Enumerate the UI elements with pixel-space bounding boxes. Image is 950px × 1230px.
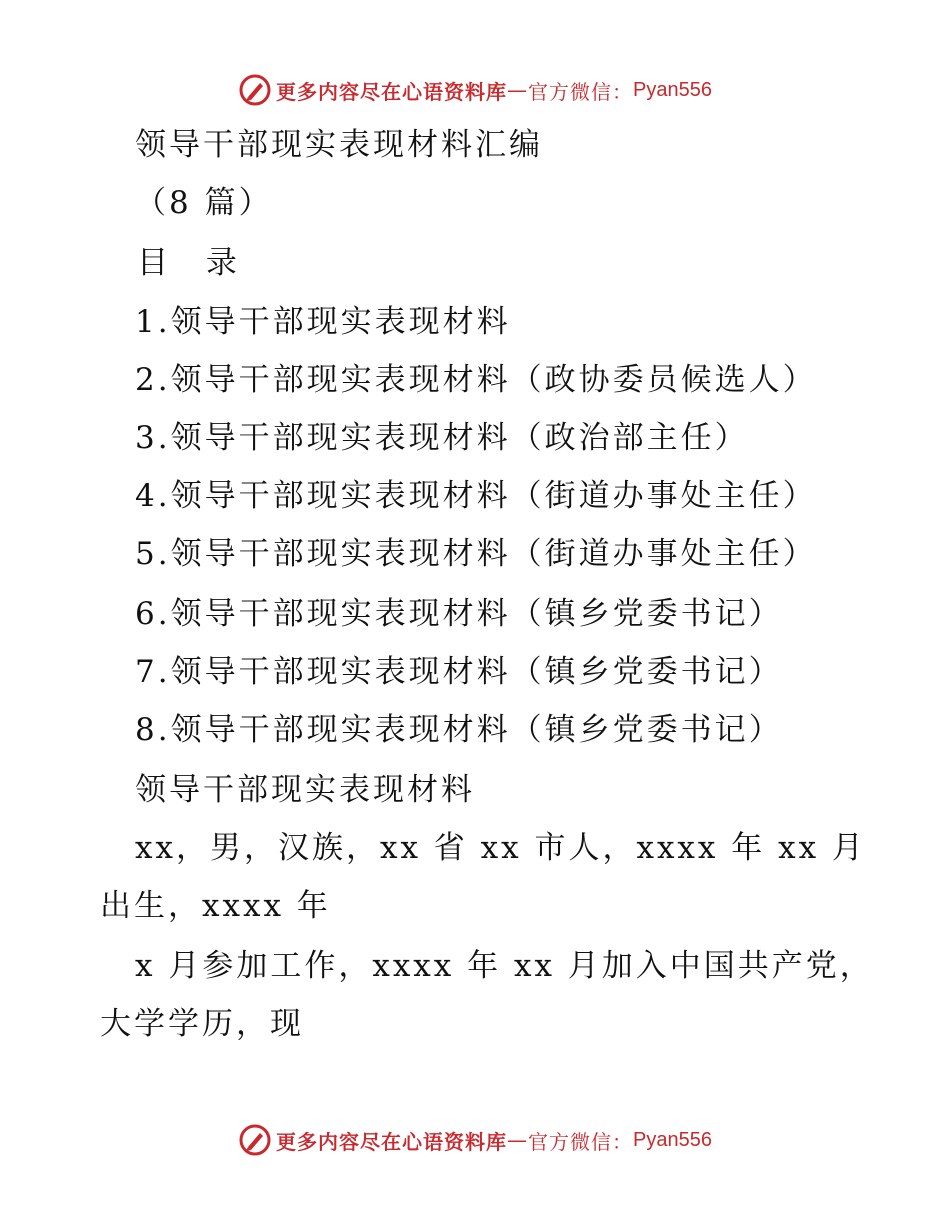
- toc-item: 6.领导干部现实表现材料（镇乡党委书记）: [135, 596, 783, 632]
- banner-wechat-id: Pyan556: [633, 1128, 712, 1151]
- document-subtitle: （8 篇）: [135, 185, 273, 221]
- body-line: 出生，xxxx 年: [100, 888, 331, 924]
- pen-logo-icon: [238, 73, 272, 107]
- banner-wechat-id: Pyan556: [633, 78, 712, 101]
- body-line: 大学学历，现: [100, 1006, 304, 1042]
- pen-logo-icon: [238, 1123, 272, 1157]
- banner-main-text: 更多内容尽在心语资料库: [276, 79, 508, 104]
- banner-wechat-label: 官方微信：: [528, 1129, 634, 1154]
- banner-dash: —: [507, 1128, 529, 1152]
- document-title: 领导干部现实表现材料汇编: [135, 127, 543, 163]
- toc-item: 7.领导干部现实表现材料（镇乡党委书记）: [135, 654, 783, 690]
- banner-wechat-label: 官方微信：: [528, 79, 634, 104]
- section-title: 领导干部现实表现材料: [135, 772, 475, 808]
- toc-item: 1.领导干部现实表现材料: [135, 304, 511, 340]
- banner-dash: —: [507, 78, 529, 102]
- toc-item: 3.领导干部现实表现材料（政治部主任）: [135, 420, 749, 456]
- header-watermark: [0, 70, 950, 110]
- footer-watermark: [0, 1120, 950, 1160]
- body-line: xx，男，汉族，xx 省 xx 市人，xxxx 年 xx 月: [135, 830, 866, 866]
- toc-item: 8.领导干部现实表现材料（镇乡党委书记）: [135, 712, 783, 748]
- toc-item: 5.领导干部现实表现材料（街道办事处主任）: [135, 536, 817, 572]
- toc-item: 4.领导干部现实表现材料（街道办事处主任）: [135, 478, 817, 514]
- toc-item: 2.领导干部现实表现材料（政协委员候选人）: [135, 362, 817, 398]
- body-line: x 月参加工作，xxxx 年 xx 月加入中国共产党，: [135, 948, 874, 984]
- toc-heading: 目 录: [137, 245, 251, 281]
- banner-main-text: 更多内容尽在心语资料库: [276, 1129, 508, 1154]
